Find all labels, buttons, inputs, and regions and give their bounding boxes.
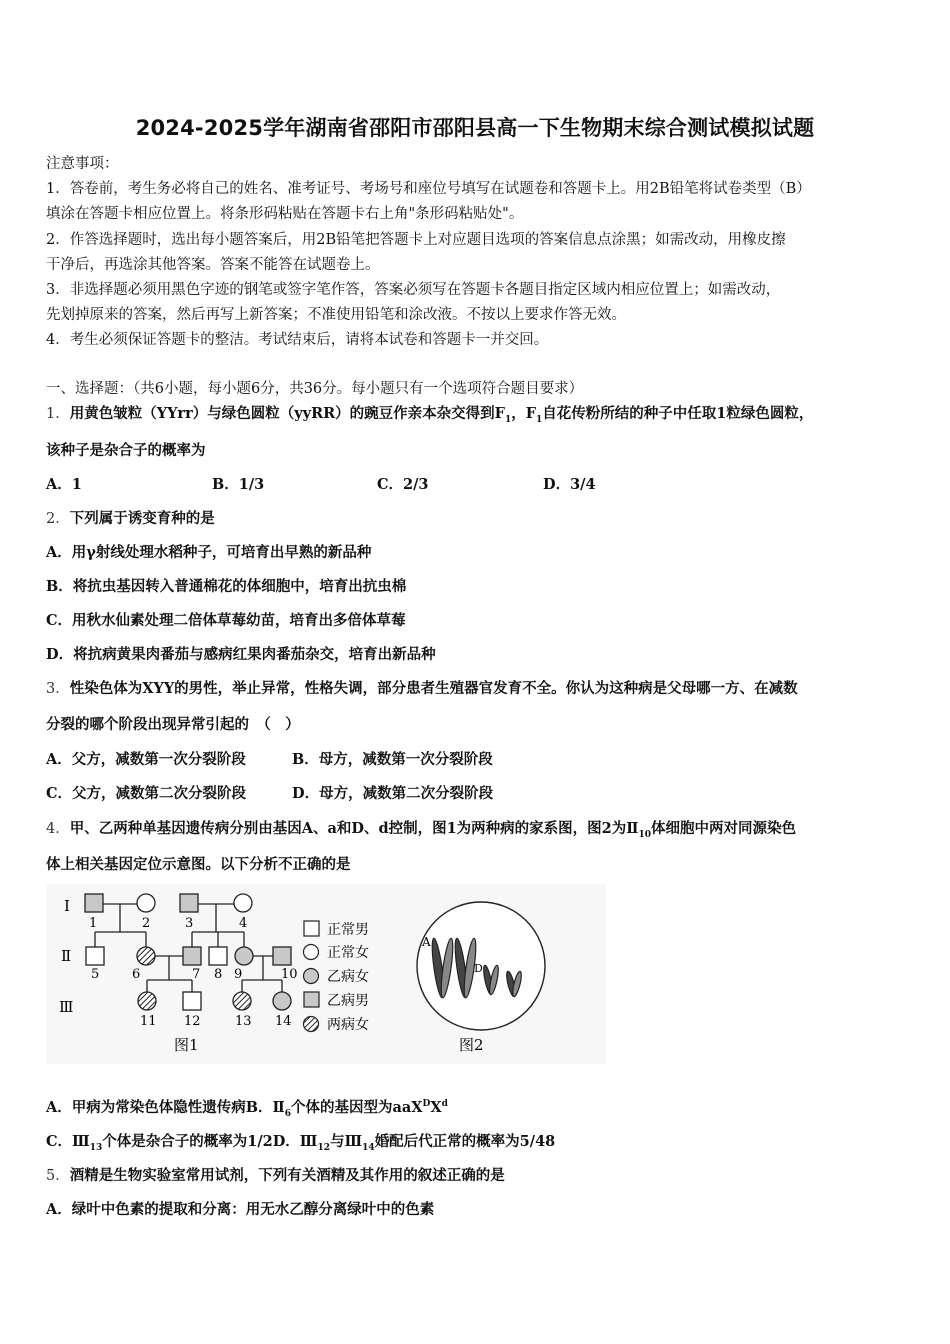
notice-line: 先划掉原来的答案，然后再写上新答案；不准使用铅笔和涂改液。不按以上要求作答无效。	[46, 307, 626, 323]
question-1-stem: 1．用黄色皱粒（YYrr）与绿色圆粒（yyRR）的豌豆作亲本杂交得到$F_1$，$F_1$自花传粉所结的种子中任取1粒绿色圆粒，	[46, 405, 814, 425]
page-title: 2024-2025学年湖南省邵阳市邵阳县高一下生物期末综合测试模拟试题	[135, 116, 815, 140]
legend-normal-female: 正常女	[327, 945, 369, 961]
notice-line: 1．答卷前，考生务必将自己的姓名、准考证号、考场号和座位号填写在试题卷和答题卡上。用2B铅笔将试卷类型（B）	[46, 181, 811, 197]
question-1-stem-cont: 该种子是杂合子的概率为	[46, 442, 206, 459]
q1-option-b[interactable]: B．1/3	[212, 476, 265, 493]
ind-label: 5	[91, 967, 100, 982]
individual-II8	[209, 947, 227, 965]
q4-option-d[interactable]: D．$Ⅲ_{12}$与$Ⅲ_{14}$婚配后代正常的概率为5/48	[272, 1133, 556, 1153]
gene-d-label: D	[474, 962, 483, 975]
gene-a-label: A	[422, 935, 431, 949]
question-3-stem-cont: 分裂的哪个阶段出现异常引起的 （ ）	[46, 716, 300, 733]
question-4-stem: 4．甲、乙两种单基因遗传病分别由基因A、a和D、d控制，图1为两种病的家系图，图2为$Ⅱ_{10}$体细胞中两对同源染色	[46, 820, 797, 840]
q4-option-a[interactable]: A．甲病为常染色体隐性遗传病	[46, 1099, 246, 1116]
ind-label: 6	[132, 967, 141, 982]
question-2-stem: 2．下列属于诱变育种的是	[46, 510, 215, 527]
individual-I2	[137, 894, 155, 912]
legend-normal-female-symbol	[304, 945, 319, 960]
q1-option-d[interactable]: D．3/4	[543, 476, 596, 493]
individual-III14	[273, 992, 291, 1010]
legend-disease-b-male-symbol	[304, 992, 319, 1007]
individual-II6	[137, 947, 155, 965]
ind-label: 1	[89, 916, 98, 931]
ind-label: 10	[281, 967, 298, 982]
ind-label: 7	[192, 967, 201, 982]
legend-normal-male-symbol	[304, 921, 319, 936]
ind-label: 8	[214, 967, 223, 982]
individual-III13	[233, 992, 251, 1010]
individual-II10	[273, 947, 291, 965]
q2-option-a[interactable]: A．用γ射线处理水稻种子，可培育出早熟的新品种	[46, 544, 372, 561]
legend-disease-b-female: 乙病女	[327, 969, 369, 985]
notice-heading: 注意事项：	[46, 156, 119, 172]
notice-line: 3．非选择题必须用黑色字迹的钢笔或签字笔作答，答案必须写在答题卡各题目指定区域内相应位置上；如需改动，	[46, 282, 781, 298]
question-5-stem: 5．酒精是生物实验室常用试剂，下列有关酒精及其作用的叙述正确的是	[46, 1167, 505, 1184]
legend-both-diseases-female-symbol	[304, 1017, 319, 1032]
q3-option-a[interactable]: A．父方，减数第一次分裂阶段	[46, 751, 246, 768]
ind-label: 2	[142, 916, 151, 931]
legend-disease-b-female-symbol	[304, 969, 319, 984]
legend-disease-b-male: 乙病男	[327, 993, 369, 1009]
q4-options-cd	[46, 1130, 555, 1153]
question-4-stem-cont: 体上相关基因定位示意图。以下分析不正确的是	[46, 856, 351, 873]
q1-option-a[interactable]: A．1	[46, 476, 82, 493]
individual-II7	[183, 947, 201, 965]
ind-label: 4	[239, 916, 248, 931]
notice-line: 2．作答选择题时，选出每小题答案后，用2B铅笔把答题卡上对应题目选项的答案信息点涂黑；如需改动，用橡皮擦	[46, 232, 786, 248]
individual-II5	[86, 947, 104, 965]
q3-option-c[interactable]: C．父方，减数第二次分裂阶段	[46, 785, 247, 802]
pedigree-figure	[46, 884, 606, 1064]
individual-III12	[183, 992, 201, 1010]
figure-2-caption: 图2	[459, 1036, 484, 1054]
q2-option-d[interactable]: D．将抗病黄果肉番茄与感病红果肉番茄杂交，培育出新品种	[46, 646, 436, 663]
section-heading: 一、选择题：（共6小题，每小题6分，共36分。每小题只有一个选项符合题目要求）	[46, 381, 584, 397]
q1-option-c[interactable]: C．2/3	[377, 476, 429, 493]
ind-label: 13	[235, 1014, 252, 1029]
ind-label: 12	[184, 1014, 201, 1029]
legend-normal-male: 正常男	[327, 922, 369, 938]
notice-line: 干净后，再选涂其他答案。答案不能答在试题卷上。	[46, 257, 380, 273]
q3-option-b[interactable]: B．母方，减数第一次分裂阶段	[292, 751, 493, 768]
legend-both-diseases-female: 两病女	[327, 1017, 369, 1033]
individual-I3	[180, 894, 198, 912]
q5-option-a[interactable]: A．绿叶中色素的提取和分离：用无水乙醇分离绿叶中的色素	[46, 1201, 435, 1218]
gen-label-1: Ⅰ	[64, 897, 70, 915]
notice-line: 填涂在答题卡相应位置上。将条形码粘贴在答题卡右上角"条形码粘贴处"。	[46, 206, 524, 222]
individual-I1	[85, 894, 103, 912]
q4-option-c[interactable]: C．$Ⅲ_{13}$个体是杂合子的概率为1/2	[46, 1133, 273, 1153]
figure-1-caption: 图1	[174, 1036, 199, 1054]
ind-label: 3	[185, 916, 194, 931]
individual-III11	[138, 992, 156, 1010]
individual-I4	[234, 894, 252, 912]
q2-option-b[interactable]: B．将抗虫基因转入普通棉花的体细胞中，培育出抗虫棉	[46, 578, 407, 595]
gen-label-2: Ⅱ	[61, 947, 72, 965]
notice-line: 4．考生必须保证答题卡的整洁。考试结束后，请将本试卷和答题卡一并交回。	[46, 332, 549, 348]
q4-options-ab	[46, 1096, 448, 1119]
gen-label-3: Ⅲ	[59, 998, 74, 1016]
ind-label: 14	[275, 1014, 292, 1029]
individual-II9	[235, 947, 253, 965]
q4-option-b[interactable]: B．$Ⅱ_6$个体的基因型为$aaX^DX^d$	[245, 1099, 448, 1119]
ind-label: 9	[234, 967, 243, 982]
ind-label: 11	[140, 1014, 157, 1029]
q2-option-c[interactable]: C．用秋水仙素处理二倍体草莓幼苗，培育出多倍体草莓	[46, 612, 406, 629]
question-3-stem: 3．性染色体为XYY的男性，举止异常，性格失调，部分患者生殖器官发育不全。你认为这种病是父母哪一方、在减数	[46, 680, 798, 697]
q3-option-d[interactable]: D．母方，减数第二次分裂阶段	[292, 785, 494, 802]
